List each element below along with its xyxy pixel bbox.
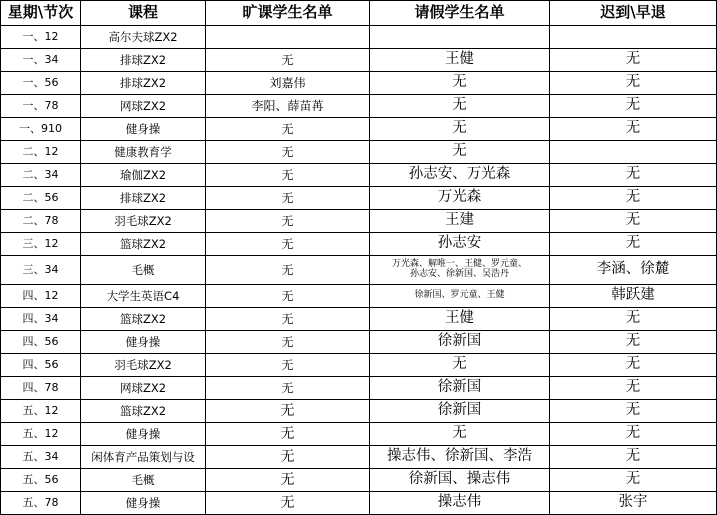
- header-leave-list: 请假学生名单: [370, 1, 550, 26]
- cell-absent: 无: [206, 331, 370, 354]
- cell-late: 李涵、徐麓: [550, 256, 717, 285]
- cell-course: 篮球ZX2: [81, 233, 206, 256]
- cell-day: 一、12: [1, 26, 81, 49]
- cell-absent: 无: [206, 49, 370, 72]
- cell-course: 篮球ZX2: [81, 308, 206, 331]
- cell-absent: 无: [206, 164, 370, 187]
- table-row: [1, 354, 717, 377]
- cell-day: 一、78: [1, 95, 81, 118]
- table-row: [1, 446, 717, 469]
- cell-day: 五、34: [1, 446, 81, 469]
- cell-course: 网球ZX2: [81, 95, 206, 118]
- cell-course: 大学生英语C4: [81, 285, 206, 308]
- cell-leave: [370, 256, 550, 285]
- cell-day: 二、12: [1, 141, 81, 164]
- header-course: 课程: [81, 1, 206, 26]
- table-row: [1, 377, 717, 400]
- table-row: [1, 331, 717, 354]
- cell-day: 五、12: [1, 423, 81, 446]
- cell-day: 四、34: [1, 308, 81, 331]
- table-row: [1, 26, 717, 49]
- cell-leave: 王健: [370, 49, 550, 72]
- cell-day: 一、34: [1, 49, 81, 72]
- cell-day: 二、34: [1, 164, 81, 187]
- cell-late: 韩跃建: [550, 285, 717, 308]
- cell-leave: 孙志安: [370, 233, 550, 256]
- cell-course: 毛概: [81, 256, 206, 285]
- cell-late: [550, 26, 717, 49]
- cell-course: 高尔夫球ZX2: [81, 26, 206, 49]
- cell-leave-line-1: 万光森、解唯一、王健、罗元童、: [391, 259, 527, 270]
- cell-late: 无: [550, 331, 717, 354]
- cell-absent: 刘嘉伟: [206, 72, 370, 95]
- table-row: [1, 492, 717, 515]
- cell-course: 健身操: [81, 118, 206, 141]
- cell-absent: 无: [206, 308, 370, 331]
- table-row: [1, 400, 717, 423]
- cell-late: 无: [550, 233, 717, 256]
- cell-course: 健身操: [81, 492, 206, 515]
- table-row: [1, 285, 717, 308]
- table-row: [1, 72, 717, 95]
- cell-absent: 无: [206, 469, 370, 492]
- cell-absent: 无: [206, 423, 370, 446]
- cell-course: 羽毛球ZX2: [81, 210, 206, 233]
- table-row: [1, 423, 717, 446]
- cell-day: 二、56: [1, 187, 81, 210]
- cell-day: 四、56: [1, 331, 81, 354]
- cell-day: 四、12: [1, 285, 81, 308]
- table-row: [1, 308, 717, 331]
- cell-leave: 操志伟、徐新国、李浩: [370, 446, 550, 469]
- cell-absent: 无: [206, 354, 370, 377]
- cell-absent: 无: [206, 285, 370, 308]
- cell-course: 健康教育学: [81, 141, 206, 164]
- cell-course: 羽毛球ZX2: [81, 354, 206, 377]
- table-row: [1, 210, 717, 233]
- cell-leave: 无: [370, 423, 550, 446]
- cell-late: 无: [550, 423, 717, 446]
- cell-leave: 徐新国: [370, 331, 550, 354]
- cell-absent: 无: [206, 256, 370, 285]
- table-row: [1, 118, 717, 141]
- header-row: [1, 1, 717, 26]
- cell-absent: 无: [206, 210, 370, 233]
- table-row: [1, 164, 717, 187]
- cell-leave: 孙志安、万光森: [370, 164, 550, 187]
- table-row: [1, 141, 717, 164]
- cell-absent: 李阳、薛苗苒: [206, 95, 370, 118]
- cell-day: 二、78: [1, 210, 81, 233]
- cell-leave: [370, 26, 550, 49]
- cell-late: 无: [550, 446, 717, 469]
- cell-absent: 无: [206, 377, 370, 400]
- table-row: [1, 49, 717, 72]
- cell-absent: 无: [206, 118, 370, 141]
- cell-leave: 操志伟: [370, 492, 550, 515]
- cell-late: 无: [550, 400, 717, 423]
- table-row: [1, 256, 717, 285]
- cell-leave: 王建: [370, 210, 550, 233]
- header-late-early: 迟到\早退: [550, 1, 717, 26]
- cell-absent: 无: [206, 187, 370, 210]
- cell-absent: 无: [206, 233, 370, 256]
- cell-absent: [206, 26, 370, 49]
- cell-late: 无: [550, 308, 717, 331]
- cell-leave: 万光森: [370, 187, 550, 210]
- cell-leave: 徐新国、罗元童、王健: [370, 285, 550, 308]
- cell-absent: 无: [206, 400, 370, 423]
- cell-course: 篮球ZX2: [81, 400, 206, 423]
- cell-leave: 无: [370, 118, 550, 141]
- cell-course: 毛概: [81, 469, 206, 492]
- cell-late: [550, 141, 717, 164]
- cell-leave: 无: [370, 354, 550, 377]
- cell-course: 健身操: [81, 331, 206, 354]
- cell-day: 四、56: [1, 354, 81, 377]
- cell-absent: 无: [206, 141, 370, 164]
- cell-leave: 无: [370, 72, 550, 95]
- cell-course: 排球ZX2: [81, 187, 206, 210]
- cell-course: 健身操: [81, 423, 206, 446]
- header-day-period: 星期\节次: [1, 1, 81, 26]
- table-row: [1, 233, 717, 256]
- cell-leave-line-2: 孙志安、徐新国、吴浩丹: [409, 269, 509, 279]
- cell-late: 无: [550, 377, 717, 400]
- cell-leave: 无: [370, 141, 550, 164]
- cell-late: 无: [550, 164, 717, 187]
- cell-leave: 徐新国: [370, 377, 550, 400]
- cell-leave: 徐新国: [370, 400, 550, 423]
- cell-leave: 无: [370, 95, 550, 118]
- cell-late: 无: [550, 72, 717, 95]
- cell-late: 无: [550, 118, 717, 141]
- cell-day: 五、56: [1, 469, 81, 492]
- cell-leave: 王健: [370, 308, 550, 331]
- cell-course: 瑜伽ZX2: [81, 164, 206, 187]
- table-row: [1, 469, 717, 492]
- cell-absent: 无: [206, 492, 370, 515]
- cell-day: 三、34: [1, 256, 81, 285]
- cell-course: 排球ZX2: [81, 49, 206, 72]
- cell-late: 无: [550, 49, 717, 72]
- cell-course: 排球ZX2: [81, 72, 206, 95]
- cell-day: 三、12: [1, 233, 81, 256]
- table-row: [1, 187, 717, 210]
- cell-absent: 无: [206, 446, 370, 469]
- cell-leave: 徐新国、操志伟: [370, 469, 550, 492]
- cell-day: 五、12: [1, 400, 81, 423]
- cell-course: 闲体育产品策划与设: [81, 446, 206, 469]
- table-row: [1, 95, 717, 118]
- cell-course: 网球ZX2: [81, 377, 206, 400]
- cell-day: 五、78: [1, 492, 81, 515]
- cell-late: 无: [550, 469, 717, 492]
- cell-late: 无: [550, 95, 717, 118]
- cell-day: 一、910: [1, 118, 81, 141]
- cell-late: 无: [550, 187, 717, 210]
- cell-late: 无: [550, 210, 717, 233]
- cell-day: 一、56: [1, 72, 81, 95]
- cell-late: 无: [550, 354, 717, 377]
- cell-day: 四、78: [1, 377, 81, 400]
- header-absent-list: 旷课学生名单: [206, 1, 370, 26]
- cell-late: 张宇: [550, 492, 717, 515]
